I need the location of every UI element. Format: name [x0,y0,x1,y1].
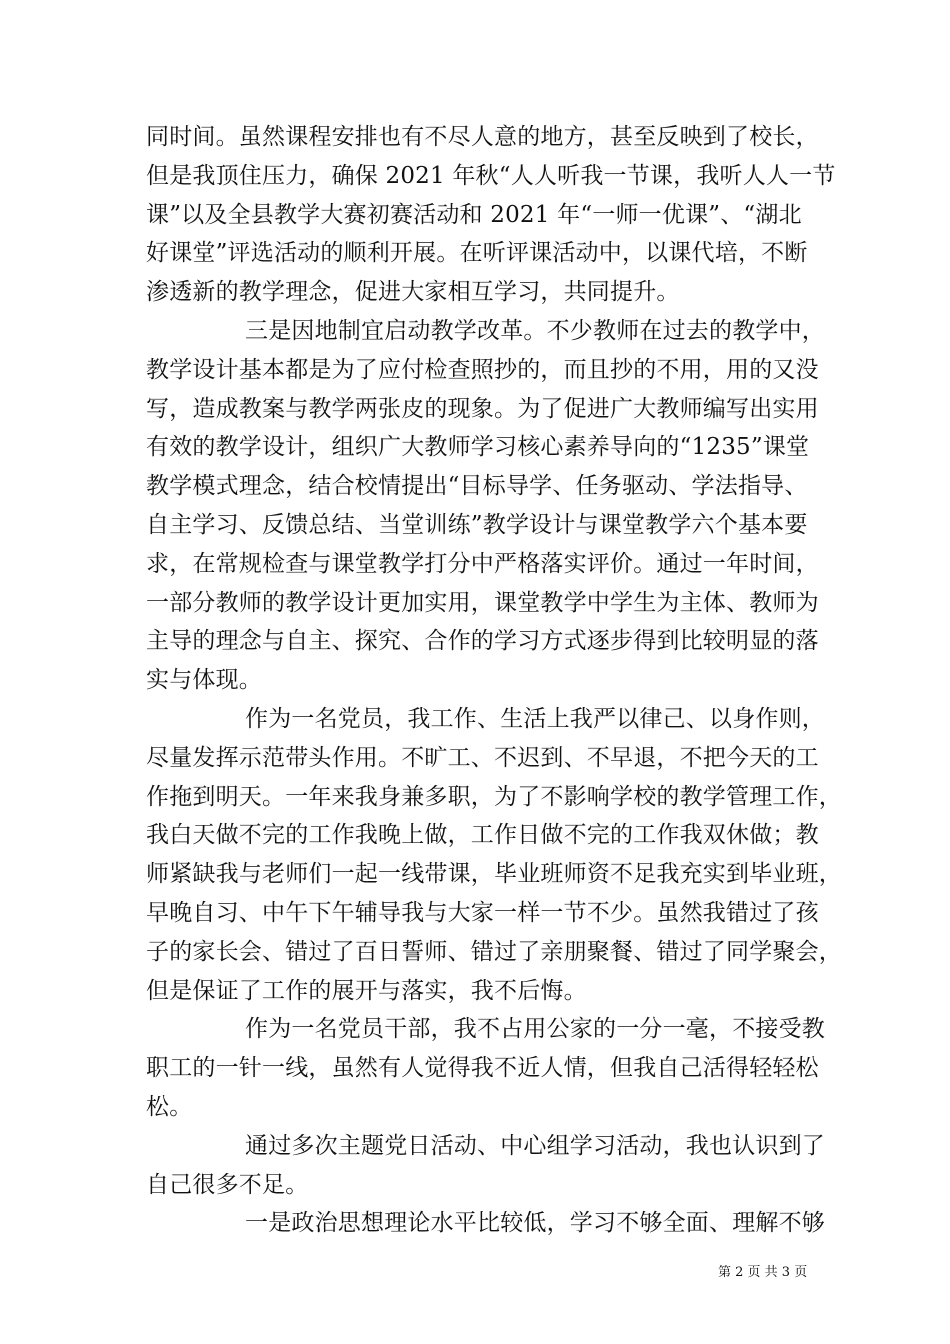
text-line: 职工的一针一线，虽然有人觉得我不近人情，但我自己活得轻轻松 [146,1055,819,1082]
text-line: 写，造成教案与教学两张皮的现象。为了促进广大教师编写出实用 [146,395,819,422]
text-line: 但是我顶住压力，确保 2021 年秋“人人听我一节课，我听人人一节 [146,162,836,189]
text-line: 自己很多不足。 [146,1171,309,1198]
text-line: 早晚自习、中午下午辅导我与大家一样一节不少。虽然我错过了孩 [146,899,819,926]
text-line: 主导的理念与自主、探究、合作的学习方式逐步得到比较明显的落 [146,628,819,655]
paragraph-first-line: 一是政治思想理论水平比较低，学习不够全面、理解不够 [245,1210,825,1237]
text-line: 自主学习、反馈总结、当堂训练”教学设计与课堂教学六个基本要 [146,511,808,538]
text-line: 课”以及全县教学大赛初赛活动和 2021 年“一师一优课”、“湖北 [146,201,802,228]
text-line: 尽量发挥示范带头作用。不旷工、不迟到、不早退，不把今天的工 [146,744,819,771]
text-line: 教学设计基本都是为了应付检查照抄的，而且抄的不用，用的又没 [146,356,819,383]
paragraph-first-line: 通过多次主题党日活动、中心组学习活动，我也认识到了 [245,1132,825,1159]
text-line: 但是保证了工作的展开与落实，我不后悔。 [146,977,587,1004]
paragraph-first-line: 作为一名党员干部，我不占用公家的一分一毫，不接受教 [245,1016,825,1043]
text-line: 师紧缺我与老师们一起一线带课，毕业班师资不足我充实到毕业班， [146,861,842,888]
paragraph-first-line: 作为一名党员，我工作、生活上我严以律己、以身作则， [245,705,825,732]
text-line: 求，在常规检查与课堂教学打分中严格落实评价。通过一年时间， [146,550,819,577]
text-line: 好课堂”评选活动的顺利开展。在听评课活动中，以课代培，不断 [146,240,808,267]
text-line: 教学模式理念，结合校情提出“目标导学、任务驱动、学法指导、 [146,473,808,500]
text-line: 我白天做不完的工作我晚上做，工作日做不完的工作我双休做；教 [146,822,819,849]
text-line: 作拖到明天。一年来我身兼多职，为了不影响学校的教学管理工作， [146,783,842,810]
page-number: 第 2 页 共 3 页 [718,1265,808,1280]
text-line: 松。 [146,1093,193,1120]
text-line: 实与体现。 [146,667,262,694]
text-line: 渗透新的教学理念，促进大家相互学习，共同提升。 [146,279,680,306]
text-line: 有效的教学设计，组织广大教师学习核心素养导向的“1235”课堂 [146,434,810,461]
text-line: 子的家长会、错过了百日誓师、错过了亲朋聚餐、错过了同学聚会， [146,938,842,965]
text-line: 一部分教师的教学设计更加实用，课堂教学中学生为主体、教师为 [146,589,819,616]
paragraph-first-line: 三是因地制宜启动教学改革。不少教师在过去的教学中， [245,317,825,344]
body-text [146,118,842,1243]
text-line: 同时间。虽然课程安排也有不尽人意的地方，甚至反映到了校长， [146,124,819,150]
